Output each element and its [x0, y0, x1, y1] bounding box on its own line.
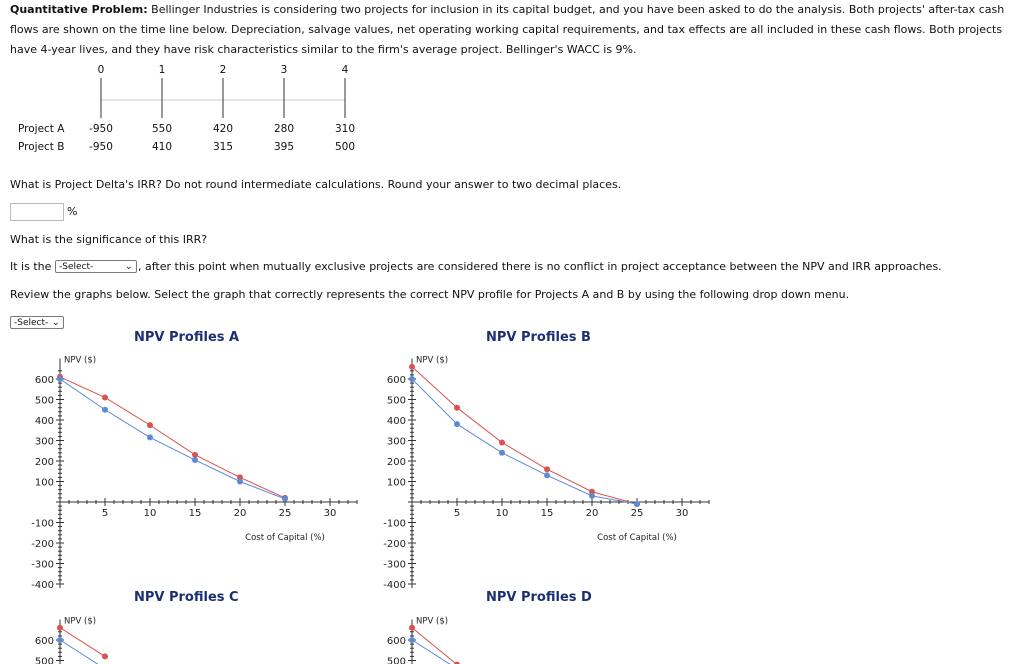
npv-chart-a — [0, 350, 360, 590]
y-tick-label: 100 — [34, 477, 54, 489]
y-tick-label: -200 — [31, 539, 54, 550]
series-line — [60, 628, 105, 657]
y-tick-label: 200 — [386, 457, 406, 468]
graph-select[interactable] — [10, 316, 64, 329]
project-a-label: Project A — [18, 123, 65, 135]
x-tick-label: 25 — [278, 508, 292, 519]
y-tick-label: 500 — [34, 656, 54, 664]
chevron-down-icon: ⌄ — [51, 317, 60, 328]
problem-label: Quantitative Problem: — [10, 3, 148, 16]
data-point — [409, 625, 415, 631]
npv-chart-b — [352, 350, 712, 590]
percent-unit: % — [67, 205, 78, 218]
question-significance: What is the significance of this IRR? — [10, 233, 208, 246]
x-tick-label: 15 — [188, 508, 202, 519]
series-line — [60, 379, 285, 499]
data-point — [57, 637, 63, 643]
project-a-flow: 280 — [273, 123, 295, 135]
question-irr: What is Project Delta's IRR? Do not round intermediate calculations. Round your answer to two decimal places. — [10, 178, 622, 191]
data-point — [57, 376, 63, 382]
data-point — [192, 452, 198, 458]
x-tick-label: 10 — [495, 508, 509, 519]
y-tick-label: 500 — [386, 656, 406, 664]
y-tick-label: 600 — [386, 636, 406, 647]
data-point — [409, 364, 415, 370]
npv-chart-c — [0, 611, 360, 664]
chart-title-d: NPV Profiles D — [486, 590, 592, 605]
data-point — [102, 394, 108, 400]
chart-title-b: NPV Profiles B — [486, 330, 591, 345]
significance-select[interactable] — [55, 260, 137, 273]
data-point — [499, 450, 505, 456]
chart-title-a: NPV Profiles A — [134, 330, 240, 345]
y-tick-label: 600 — [34, 636, 54, 647]
project-b-flow: 315 — [212, 141, 234, 153]
x-tick-label: 20 — [233, 508, 247, 519]
significance-select-value: -Select- — [59, 262, 94, 272]
data-point — [192, 457, 198, 463]
project-b-flow: 395 — [273, 141, 295, 153]
project-a-flow: 420 — [212, 123, 234, 135]
project-b-flow: -950 — [89, 141, 113, 153]
y-tick-label: 500 — [34, 395, 54, 407]
question-graph: Review the graphs below. Select the graph that correctly represents the correct NPV profile for Projects A and B by using the following drop down menu. — [10, 288, 850, 301]
project-b-flow: 410 — [151, 141, 173, 153]
data-point — [589, 493, 595, 499]
y-tick-label: -100 — [383, 518, 406, 530]
data-point — [282, 496, 288, 502]
y-tick-label: 500 — [386, 395, 406, 407]
y-tick-label: 400 — [386, 416, 406, 427]
data-point — [544, 472, 550, 478]
y-tick-label: 100 — [386, 477, 406, 489]
npv-chart-d — [352, 611, 712, 664]
project-a-flow: -950 — [89, 123, 113, 135]
x-tick-label: 5 — [453, 508, 461, 519]
project-b-label: Project B — [18, 141, 65, 153]
series-line — [412, 640, 457, 664]
y-tick-label: 600 — [386, 375, 406, 386]
chevron-down-icon: ⌄ — [124, 261, 133, 272]
project-a-flow: 310 — [334, 123, 356, 135]
x-tick-label: 30 — [675, 508, 689, 519]
data-point — [57, 625, 63, 631]
y-tick-label: -100 — [31, 518, 54, 530]
y-tick-label: 200 — [34, 457, 54, 468]
series-line — [412, 628, 457, 664]
x-tick-label: 25 — [630, 508, 644, 519]
y-tick-label: -300 — [31, 559, 54, 571]
y-tick-label: -300 — [383, 559, 406, 571]
x-tick-label: 10 — [143, 508, 157, 519]
data-point — [544, 466, 550, 472]
timeline-period: 2 — [219, 64, 227, 76]
data-point — [102, 407, 108, 413]
irr-answer-input[interactable] — [10, 203, 64, 221]
data-point — [454, 405, 460, 411]
timeline-period: 0 — [97, 64, 105, 76]
y-tick-label: 600 — [34, 375, 54, 386]
timeline-axis — [0, 0, 380, 125]
y-tick-label: 300 — [34, 436, 54, 448]
y-axis-label: NPV ($) — [64, 355, 97, 366]
y-tick-label: 400 — [34, 416, 54, 427]
x-axis-label: Cost of Capital (%) — [597, 533, 677, 543]
significance-suffix: , after this point when mutually exclusive projects are considered there is no conflict in project acceptance between the NPV and IRR approaches. — [138, 260, 942, 273]
project-b-flow: 500 — [334, 141, 356, 153]
x-tick-label: 15 — [540, 508, 554, 519]
data-point — [102, 653, 108, 659]
data-point — [237, 479, 243, 485]
x-tick-label: 20 — [585, 508, 599, 519]
y-tick-label: -200 — [383, 539, 406, 550]
problem-text: Bellinger Industries is considering two projects for inclusion in its capital budget, and you have been asked to do the analysis. Both projects' after-tax cash flows are shown on the time line below. Depreciation, salvage values, net operating working capital requirements, and tax effects are all included in these cash flows. Both projects have 4-year lives, and they have risk characteristics similar to the firm's average project. Bellinger's WACC is 9%. — [10, 3, 1005, 56]
y-tick-label: 300 — [386, 436, 406, 448]
data-point — [634, 501, 640, 507]
x-tick-label: 30 — [323, 508, 337, 519]
series-line — [412, 367, 637, 504]
y-axis-label: NPV ($) — [416, 616, 449, 627]
timeline-period: 1 — [158, 64, 166, 76]
series-line — [60, 377, 285, 498]
x-axis-label: Cost of Capital (%) — [245, 533, 325, 543]
y-axis-label: NPV ($) — [64, 616, 97, 627]
y-axis-label: NPV ($) — [416, 355, 449, 366]
graph-select-value: -Select- — [14, 318, 49, 328]
timeline-period: 3 — [280, 64, 288, 76]
project-a-flow: 550 — [151, 123, 173, 135]
data-point — [409, 637, 415, 643]
timeline-period: 4 — [341, 64, 349, 76]
x-tick-label: 5 — [101, 508, 109, 519]
data-point — [409, 376, 415, 382]
y-tick-label: -400 — [383, 580, 406, 590]
data-point — [454, 421, 460, 427]
chart-title-c: NPV Profiles C — [134, 590, 239, 605]
significance-prefix: It is the — [10, 260, 52, 273]
y-tick-label: -400 — [31, 580, 54, 590]
data-point — [147, 422, 153, 428]
data-point — [147, 434, 153, 440]
data-point — [499, 440, 505, 446]
